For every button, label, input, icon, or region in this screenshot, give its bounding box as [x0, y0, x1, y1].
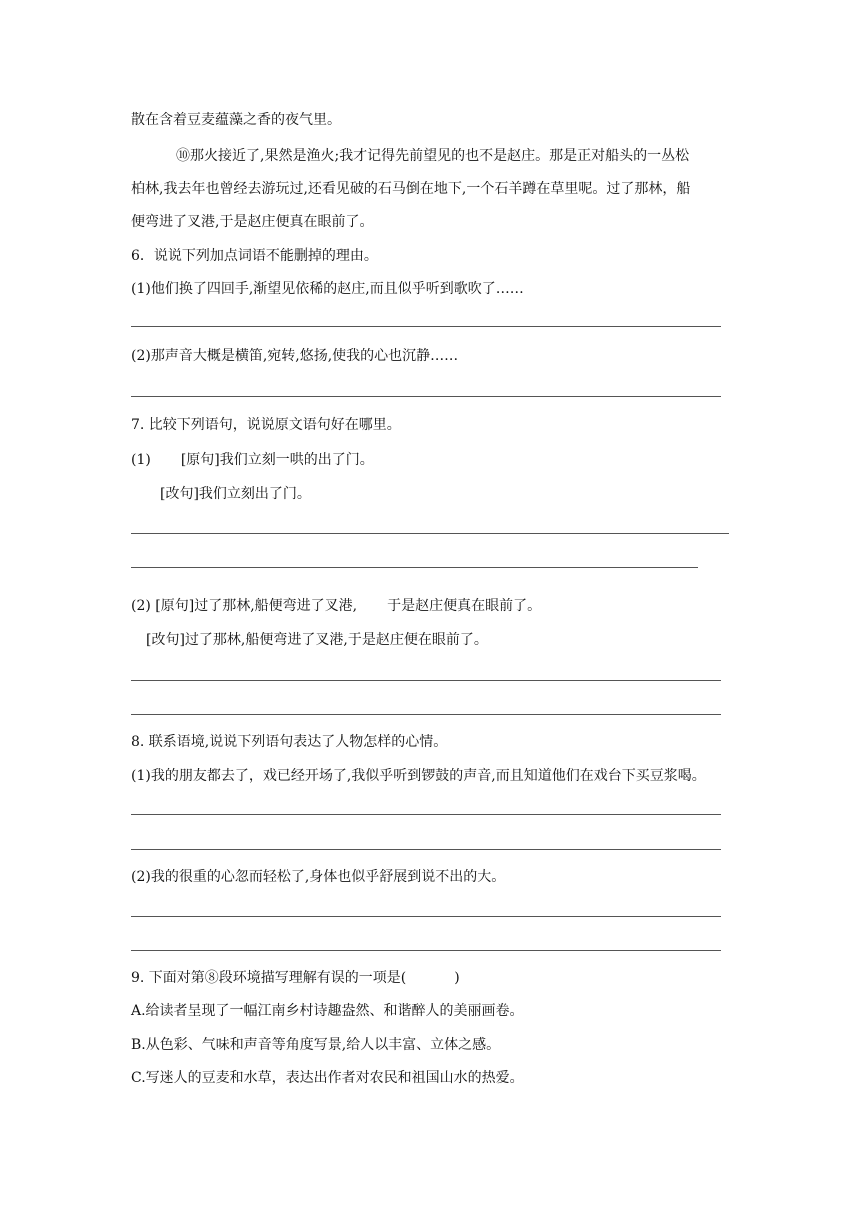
answer-line[interactable]: [131, 567, 698, 568]
answer-line[interactable]: [131, 396, 721, 397]
answer-line[interactable]: [131, 950, 721, 951]
answer-line[interactable]: [131, 680, 721, 681]
passage-line-1: 散在含着豆麦蕴藻之香的夜气里。: [131, 112, 341, 128]
question-7-item-2-original: [131, 596, 541, 616]
question-9-option-a: A.给读者呈现了一幅江南乡村诗趣盎然、和谐醉人的美丽画卷。: [131, 1003, 524, 1019]
answer-line[interactable]: [131, 326, 721, 327]
passage-para10-line-1: ⑩那火接近了,果然是渔火;我才记得先前望见的也不是赵庄。那是正对船头的一丛松: [176, 148, 690, 164]
answer-line[interactable]: [131, 814, 721, 815]
question-6-item-1: (1)他们换了四回手,渐望见依稀的赵庄,而且似乎听到歌吹了……: [131, 281, 524, 297]
question-9-option-b: B.从色彩、气味和声音等角度写景,给人以丰富、立体之感。: [131, 1037, 501, 1053]
answer-line[interactable]: [131, 849, 721, 850]
question-7-title: 7. 比较下列语句，说说原文语句好在哪里。: [131, 417, 401, 433]
question-9-title-text: 9. 下面对第⑧段环境描写理解有误的一项是(: [131, 970, 407, 986]
question-7-item-2-modified: [改句]过了那林,船便弯进了叉港,于是赵庄便在眼前了。: [146, 632, 488, 648]
question-7-item-1-number: (1): [131, 452, 151, 468]
question-6-item-2: (2)那声音大概是横笛,宛转,悠扬,使我的心也沉静……: [131, 348, 459, 364]
passage-para10-line-2: 柏林,我去年也曾经去游玩过,还看见破的石马倒在地下,一个石羊蹲在草里呢。过了那林，船: [131, 181, 691, 197]
question-8-title: 8. 联系语境,说说下列语句表达了人物怎样的心情。: [131, 734, 448, 750]
question-9-title: [131, 968, 460, 988]
answer-line[interactable]: [131, 714, 721, 715]
question-8-item-1: (1)我的朋友都去了，戏已经开场了,我似乎听到锣鼓的声音,而且知道他们在戏台下买豆浆喝。: [131, 768, 706, 784]
question-8-item-2: (2)我的很重的心忽而轻松了,身体也似乎舒展到说不出的大。: [131, 869, 506, 885]
question-7-item-1-original-text: [原句]我们立刻一哄的出了门。: [180, 452, 374, 468]
question-9-option-c: C.写迷人的豆麦和水草，表达出作者对农民和祖国山水的热爱。: [131, 1070, 524, 1086]
question-6-title: 6．说说下列加点词语不能删掉的理由。: [131, 248, 378, 264]
question-9-title-close: ): [454, 970, 460, 986]
answer-line[interactable]: [131, 916, 721, 917]
passage-para10-line-3: 便弯进了叉港,于是赵庄便真在眼前了。: [131, 214, 374, 230]
question-7-item-2-original-a: (2) [原句]过了那林,船便弯进了叉港,: [131, 598, 358, 614]
question-7-item-1-original: [131, 450, 374, 470]
answer-line[interactable]: [131, 533, 729, 534]
question-7-item-1-modified: [改句]我们立刻出了门。: [160, 486, 311, 502]
question-7-item-2-original-b: 于是赵庄便真在眼前了。: [387, 598, 542, 614]
